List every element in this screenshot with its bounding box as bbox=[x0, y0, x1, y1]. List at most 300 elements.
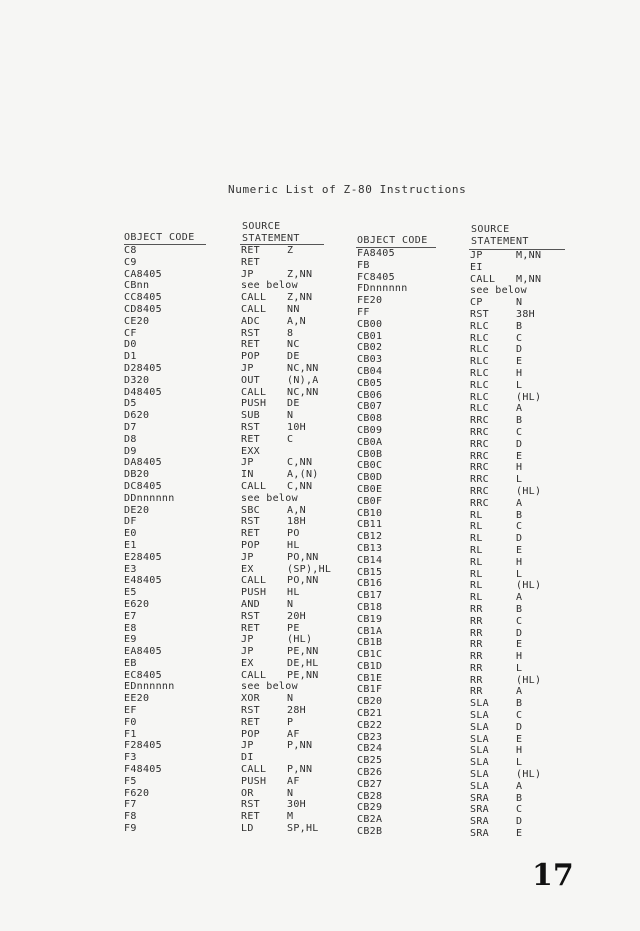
mnemonic: RR bbox=[470, 615, 483, 627]
mnemonic: OR bbox=[241, 787, 254, 799]
operand: M,NN bbox=[516, 250, 542, 261]
source-statement-cell bbox=[241, 823, 331, 835]
operand: 10H bbox=[287, 421, 306, 433]
source-statement-cell bbox=[241, 422, 331, 434]
object-code-cell: CB03 bbox=[357, 354, 383, 366]
operand: L bbox=[516, 757, 523, 769]
mnemonic: SBC bbox=[241, 504, 260, 516]
source-statement-cell bbox=[241, 540, 331, 552]
mnemonic: CALL bbox=[241, 292, 267, 304]
mnemonic: RET bbox=[241, 528, 260, 540]
left-object-code-header: OBJECT CODE bbox=[124, 232, 195, 243]
operand: E bbox=[516, 639, 523, 651]
source-statement-cell bbox=[241, 505, 331, 517]
mnemonic: RLC bbox=[470, 379, 489, 391]
mnemonic: RET bbox=[241, 339, 260, 351]
object-code-cell: CC8405 bbox=[124, 292, 162, 304]
source-statement-cell bbox=[470, 321, 541, 333]
source-statement-cell bbox=[241, 717, 331, 729]
source-statement-cell bbox=[470, 663, 541, 675]
right-object-code-column bbox=[357, 248, 408, 838]
mnemonic: RLC bbox=[470, 320, 489, 332]
operand: 30H bbox=[287, 799, 306, 811]
object-code-cell: EB bbox=[124, 657, 137, 669]
operand: H bbox=[516, 745, 523, 757]
mnemonic: SRA bbox=[470, 828, 489, 840]
operand: B bbox=[516, 792, 523, 804]
source-statement-cell bbox=[470, 639, 541, 651]
operand: P bbox=[287, 716, 294, 728]
operand: NC bbox=[287, 339, 300, 351]
operand: D bbox=[516, 344, 523, 356]
source-statement-cell bbox=[241, 280, 331, 292]
right-source-column bbox=[470, 250, 541, 840]
object-code-cell: CD8405 bbox=[124, 303, 162, 315]
mnemonic: RST bbox=[241, 327, 260, 339]
source-statement-cell bbox=[470, 545, 541, 557]
source-statement-cell bbox=[470, 651, 541, 663]
object-code-cell: EC8405 bbox=[124, 669, 162, 681]
right-source-header-line1: SOURCE bbox=[471, 224, 510, 235]
source-statement-cell bbox=[241, 457, 331, 469]
mnemonic: RRC bbox=[470, 415, 489, 427]
object-code-cell: CB21 bbox=[357, 708, 383, 720]
operand: A,N bbox=[287, 504, 306, 516]
source-statement-cell bbox=[241, 705, 331, 717]
object-code-cell: F0 bbox=[124, 716, 137, 728]
object-code-cell: CB06 bbox=[357, 389, 383, 401]
mnemonic: JP bbox=[470, 250, 483, 261]
object-code-cell: CB16 bbox=[357, 578, 383, 590]
operand: C bbox=[287, 433, 294, 445]
operand: (HL) bbox=[287, 634, 313, 646]
object-code-cell: D320 bbox=[124, 374, 150, 386]
mnemonic: SLA bbox=[470, 769, 489, 781]
source-statement-cell bbox=[470, 392, 541, 404]
mnemonic: see below bbox=[241, 492, 298, 504]
source-statement-cell bbox=[241, 670, 331, 682]
mnemonic: JP bbox=[241, 457, 254, 469]
source-statement-cell bbox=[470, 804, 541, 816]
operand: SP,HL bbox=[287, 823, 319, 835]
mnemonic: LD bbox=[241, 823, 254, 835]
operand: A,N bbox=[287, 315, 306, 327]
object-code-cell: CF bbox=[124, 327, 137, 339]
object-code-cell: CB1A bbox=[357, 625, 383, 637]
operand: N bbox=[287, 787, 294, 799]
source-statement-cell bbox=[241, 304, 331, 316]
object-code-cell: CB18 bbox=[357, 601, 383, 613]
object-code-cell: F8 bbox=[124, 811, 137, 823]
mnemonic: RR bbox=[470, 627, 483, 639]
mnemonic: RR bbox=[470, 686, 483, 698]
object-code-cell: E0 bbox=[124, 528, 137, 540]
operand: Z bbox=[287, 245, 294, 256]
operand: PE,NN bbox=[287, 669, 319, 681]
operand: D bbox=[516, 721, 523, 733]
source-statement-cell bbox=[241, 599, 331, 611]
operand: D bbox=[516, 816, 523, 828]
operand: B bbox=[516, 509, 523, 521]
source-statement-cell bbox=[470, 569, 541, 581]
mnemonic: RL bbox=[470, 509, 483, 521]
mnemonic: POP bbox=[241, 539, 260, 551]
left-object-code-column bbox=[124, 245, 175, 835]
mnemonic: RRC bbox=[470, 497, 489, 509]
object-code-cell: CB13 bbox=[357, 542, 383, 554]
mnemonic: EX bbox=[241, 657, 254, 669]
operand: H bbox=[516, 556, 523, 568]
source-statement-cell bbox=[470, 521, 541, 533]
source-statement-cell bbox=[470, 427, 541, 439]
object-code-cell: D8 bbox=[124, 433, 137, 445]
object-code-cell: DF bbox=[124, 516, 137, 528]
source-statement-cell bbox=[470, 380, 541, 392]
object-code-cell: FE20 bbox=[357, 295, 383, 307]
object-code-cell: E7 bbox=[124, 610, 137, 622]
mnemonic: RLC bbox=[470, 391, 489, 403]
operand: (HL) bbox=[516, 580, 542, 592]
mnemonic: RRC bbox=[470, 462, 489, 474]
source-statement-cell bbox=[241, 292, 331, 304]
source-statement-cell bbox=[241, 693, 331, 705]
mnemonic: SLA bbox=[470, 721, 489, 733]
object-code-cell: F1 bbox=[124, 728, 137, 740]
source-statement-cell bbox=[470, 722, 541, 734]
operand: 8 bbox=[287, 327, 294, 339]
object-code-cell: CB0D bbox=[357, 472, 383, 484]
mnemonic: RLC bbox=[470, 332, 489, 344]
object-code-cell: F3 bbox=[124, 752, 137, 764]
source-statement-cell bbox=[470, 415, 541, 427]
object-code-cell: CB26 bbox=[357, 767, 383, 779]
object-code-cell: CB10 bbox=[357, 507, 383, 519]
mnemonic: RST bbox=[241, 421, 260, 433]
operand: N bbox=[287, 410, 294, 422]
object-code-cell: CB04 bbox=[357, 365, 383, 377]
operand: 20H bbox=[287, 610, 306, 622]
mnemonic: RST bbox=[241, 610, 260, 622]
object-code-cell: D48405 bbox=[124, 386, 162, 398]
object-code-cell: CB05 bbox=[357, 377, 383, 389]
page-number: 17 bbox=[532, 858, 574, 893]
source-statement-cell bbox=[241, 446, 331, 458]
right-source-header bbox=[471, 224, 529, 248]
mnemonic: EX bbox=[241, 563, 254, 575]
operand: NN bbox=[287, 303, 300, 315]
mnemonic: RST bbox=[241, 705, 260, 717]
operand: C,NN bbox=[287, 480, 313, 492]
object-code-cell: CB1F bbox=[357, 684, 383, 696]
object-code-cell: E9 bbox=[124, 634, 137, 646]
operand: N bbox=[516, 297, 523, 309]
operand: P,NN bbox=[287, 740, 313, 752]
operand: H bbox=[516, 367, 523, 379]
source-statement-cell bbox=[470, 356, 541, 368]
mnemonic: POP bbox=[241, 728, 260, 740]
operand: NC,NN bbox=[287, 362, 319, 374]
mnemonic: RRC bbox=[470, 438, 489, 450]
source-statement-cell bbox=[241, 646, 331, 658]
source-statement-cell bbox=[241, 257, 331, 269]
mnemonic: SLA bbox=[470, 745, 489, 757]
object-code-cell: CB00 bbox=[357, 318, 383, 330]
object-code-cell: CB07 bbox=[357, 401, 383, 413]
source-statement-cell bbox=[241, 752, 331, 764]
left-source-column bbox=[241, 245, 331, 835]
object-code-cell: CB22 bbox=[357, 719, 383, 731]
object-code-cell: DE20 bbox=[124, 504, 150, 516]
source-statement-cell bbox=[241, 740, 331, 752]
operand: N bbox=[287, 693, 294, 705]
operand: A bbox=[516, 686, 523, 698]
mnemonic: JP bbox=[241, 268, 254, 280]
object-code-cell: D7 bbox=[124, 421, 137, 433]
source-statement-cell bbox=[470, 781, 541, 793]
mnemonic: RST bbox=[470, 308, 489, 320]
source-statement-cell bbox=[470, 757, 541, 769]
object-code-cell: CB0F bbox=[357, 495, 383, 507]
operand: PO bbox=[287, 528, 300, 540]
source-statement-cell bbox=[470, 498, 541, 510]
mnemonic: RL bbox=[470, 544, 483, 556]
mnemonic: see below bbox=[241, 280, 298, 292]
source-statement-cell bbox=[241, 269, 331, 281]
mnemonic: AND bbox=[241, 598, 260, 610]
operand: A bbox=[516, 497, 523, 509]
source-statement-cell bbox=[470, 698, 541, 710]
object-code-cell: F48405 bbox=[124, 764, 162, 776]
object-code-cell: C9 bbox=[124, 256, 137, 268]
source-statement-cell bbox=[470, 769, 541, 781]
object-code-cell: CB1C bbox=[357, 649, 383, 661]
source-statement-cell bbox=[470, 734, 541, 746]
mnemonic: JP bbox=[241, 362, 254, 374]
operand: D bbox=[516, 533, 523, 545]
operand: D bbox=[516, 438, 523, 450]
source-statement-cell bbox=[241, 811, 331, 823]
object-code-cell: CB12 bbox=[357, 531, 383, 543]
mnemonic: CALL bbox=[470, 273, 496, 285]
operand: E bbox=[516, 450, 523, 462]
operand: (HL) bbox=[516, 485, 542, 497]
operand: PO,NN bbox=[287, 575, 319, 587]
mnemonic: RR bbox=[470, 603, 483, 615]
object-code-cell: D1 bbox=[124, 351, 137, 363]
object-code-cell: CB2B bbox=[357, 826, 383, 838]
source-statement-cell bbox=[241, 469, 331, 481]
source-statement-cell bbox=[470, 592, 541, 604]
source-statement-cell bbox=[470, 557, 541, 569]
source-statement-cell bbox=[470, 628, 541, 640]
mnemonic: SLA bbox=[470, 757, 489, 769]
right-source-header-line2: STATEMENT bbox=[471, 236, 529, 247]
mnemonic: RL bbox=[470, 580, 483, 592]
mnemonic: JP bbox=[241, 634, 254, 646]
source-statement-cell bbox=[470, 297, 541, 309]
mnemonic: RR bbox=[470, 674, 483, 686]
operand: M,NN bbox=[516, 273, 542, 285]
mnemonic: RST bbox=[241, 799, 260, 811]
source-statement-cell bbox=[470, 333, 541, 345]
mnemonic: PUSH bbox=[241, 587, 267, 599]
source-statement-cell bbox=[470, 462, 541, 474]
object-code-cell: D620 bbox=[124, 410, 150, 422]
mnemonic: RL bbox=[470, 556, 483, 568]
left-source-header-line1: SOURCE bbox=[242, 221, 281, 232]
object-code-cell: E48405 bbox=[124, 575, 162, 587]
source-statement-cell bbox=[241, 387, 331, 399]
operand: DE bbox=[287, 351, 300, 363]
source-statement-cell bbox=[241, 764, 331, 776]
source-statement-cell bbox=[241, 658, 331, 670]
source-statement-cell bbox=[241, 564, 331, 576]
operand: H bbox=[516, 462, 523, 474]
source-statement-cell bbox=[241, 516, 331, 528]
mnemonic: SLA bbox=[470, 710, 489, 722]
operand: E bbox=[516, 828, 523, 840]
object-code-cell: CB28 bbox=[357, 790, 383, 802]
object-code-cell: CB0E bbox=[357, 483, 383, 495]
object-code-cell: CB15 bbox=[357, 566, 383, 578]
mnemonic: OUT bbox=[241, 374, 260, 386]
operand: L bbox=[516, 379, 523, 391]
mnemonic: RRC bbox=[470, 485, 489, 497]
operand: A bbox=[516, 592, 523, 604]
source-statement-cell bbox=[470, 344, 541, 356]
object-code-cell: CB1E bbox=[357, 672, 383, 684]
source-statement-cell bbox=[470, 403, 541, 415]
mnemonic: RET bbox=[241, 716, 260, 728]
source-statement-cell bbox=[241, 339, 331, 351]
object-code-cell: CE20 bbox=[124, 315, 150, 327]
source-statement-cell bbox=[241, 575, 331, 587]
source-statement-cell bbox=[241, 363, 331, 375]
source-statement-cell bbox=[241, 481, 331, 493]
object-code-cell: F5 bbox=[124, 775, 137, 787]
operand: PO,NN bbox=[287, 551, 319, 563]
mnemonic: XOR bbox=[241, 693, 260, 705]
operand: (HL) bbox=[516, 674, 542, 686]
object-code-cell: CB08 bbox=[357, 413, 383, 425]
mnemonic: SRA bbox=[470, 816, 489, 828]
operand: DE bbox=[287, 398, 300, 410]
operand: AF bbox=[287, 728, 300, 740]
source-statement-cell bbox=[470, 793, 541, 805]
operand: C bbox=[516, 332, 523, 344]
mnemonic: RST bbox=[241, 516, 260, 528]
operand: C,NN bbox=[287, 457, 313, 469]
object-code-cell: CB20 bbox=[357, 696, 383, 708]
operand: A,(N) bbox=[287, 469, 319, 481]
mnemonic: RET bbox=[241, 245, 260, 256]
object-code-cell: CB27 bbox=[357, 778, 383, 790]
object-code-cell: D9 bbox=[124, 445, 137, 457]
source-statement-cell bbox=[470, 309, 541, 321]
operand: C bbox=[516, 804, 523, 816]
source-statement-cell bbox=[470, 368, 541, 380]
mnemonic: RL bbox=[470, 521, 483, 533]
object-code-cell: EF bbox=[124, 705, 137, 717]
operand: (HL) bbox=[516, 391, 542, 403]
mnemonic: RLC bbox=[470, 367, 489, 379]
source-statement-cell bbox=[241, 788, 331, 800]
operand: C bbox=[516, 615, 523, 627]
object-code-cell: D5 bbox=[124, 398, 137, 410]
mnemonic: CALL bbox=[241, 480, 267, 492]
source-statement-cell bbox=[241, 799, 331, 811]
source-statement-cell bbox=[241, 245, 331, 257]
object-code-cell: CB23 bbox=[357, 731, 383, 743]
object-code-cell: F620 bbox=[124, 787, 150, 799]
operand: B bbox=[516, 698, 523, 710]
mnemonic: POP bbox=[241, 351, 260, 363]
left-source-header bbox=[242, 221, 300, 245]
source-statement-cell bbox=[241, 410, 331, 422]
source-statement-cell bbox=[241, 316, 331, 328]
operand: E bbox=[516, 544, 523, 556]
source-statement-cell bbox=[241, 623, 331, 635]
operand: AF bbox=[287, 775, 300, 787]
object-code-cell: CA8405 bbox=[124, 268, 162, 280]
object-code-cell: CB0B bbox=[357, 448, 383, 460]
operand: C bbox=[516, 426, 523, 438]
operand: 28H bbox=[287, 705, 306, 717]
object-code-cell: FC8405 bbox=[357, 271, 395, 283]
object-code-cell: E620 bbox=[124, 598, 150, 610]
mnemonic: RL bbox=[470, 592, 483, 604]
object-code-cell: CB24 bbox=[357, 743, 383, 755]
object-code-cell: CBnn bbox=[124, 280, 150, 292]
source-statement-cell bbox=[470, 274, 541, 286]
source-statement-cell bbox=[241, 328, 331, 340]
source-statement-cell bbox=[470, 816, 541, 828]
operand: C bbox=[516, 521, 523, 533]
object-code-cell: CB11 bbox=[357, 519, 383, 531]
source-statement-cell bbox=[241, 776, 331, 788]
mnemonic: SLA bbox=[470, 780, 489, 792]
object-code-cell: D0 bbox=[124, 339, 137, 351]
source-statement-cell bbox=[470, 250, 541, 262]
operand: (N),A bbox=[287, 374, 319, 386]
mnemonic: CALL bbox=[241, 575, 267, 587]
mnemonic: RR bbox=[470, 639, 483, 651]
object-code-cell: D28405 bbox=[124, 362, 162, 374]
mnemonic: PUSH bbox=[241, 775, 267, 787]
operand: M bbox=[287, 811, 294, 823]
operand: L bbox=[516, 568, 523, 580]
operand: B bbox=[516, 603, 523, 615]
mnemonic: RLC bbox=[470, 356, 489, 368]
object-code-cell: FA8405 bbox=[357, 248, 395, 259]
mnemonic: RET bbox=[241, 622, 260, 634]
object-code-cell: E1 bbox=[124, 539, 137, 551]
mnemonic: SRA bbox=[470, 792, 489, 804]
mnemonic: SUB bbox=[241, 410, 260, 422]
object-code-cell: F7 bbox=[124, 799, 137, 811]
object-code-cell: CB25 bbox=[357, 755, 383, 767]
mnemonic: RRC bbox=[470, 450, 489, 462]
source-statement-cell bbox=[241, 528, 331, 540]
source-statement-cell bbox=[470, 474, 541, 486]
source-statement-cell bbox=[241, 552, 331, 564]
source-statement-cell bbox=[470, 533, 541, 545]
object-code-cell: DB20 bbox=[124, 469, 150, 481]
mnemonic: PUSH bbox=[241, 398, 267, 410]
source-statement-cell bbox=[470, 285, 541, 297]
operand: A bbox=[516, 403, 523, 415]
source-statement-cell bbox=[470, 675, 541, 687]
